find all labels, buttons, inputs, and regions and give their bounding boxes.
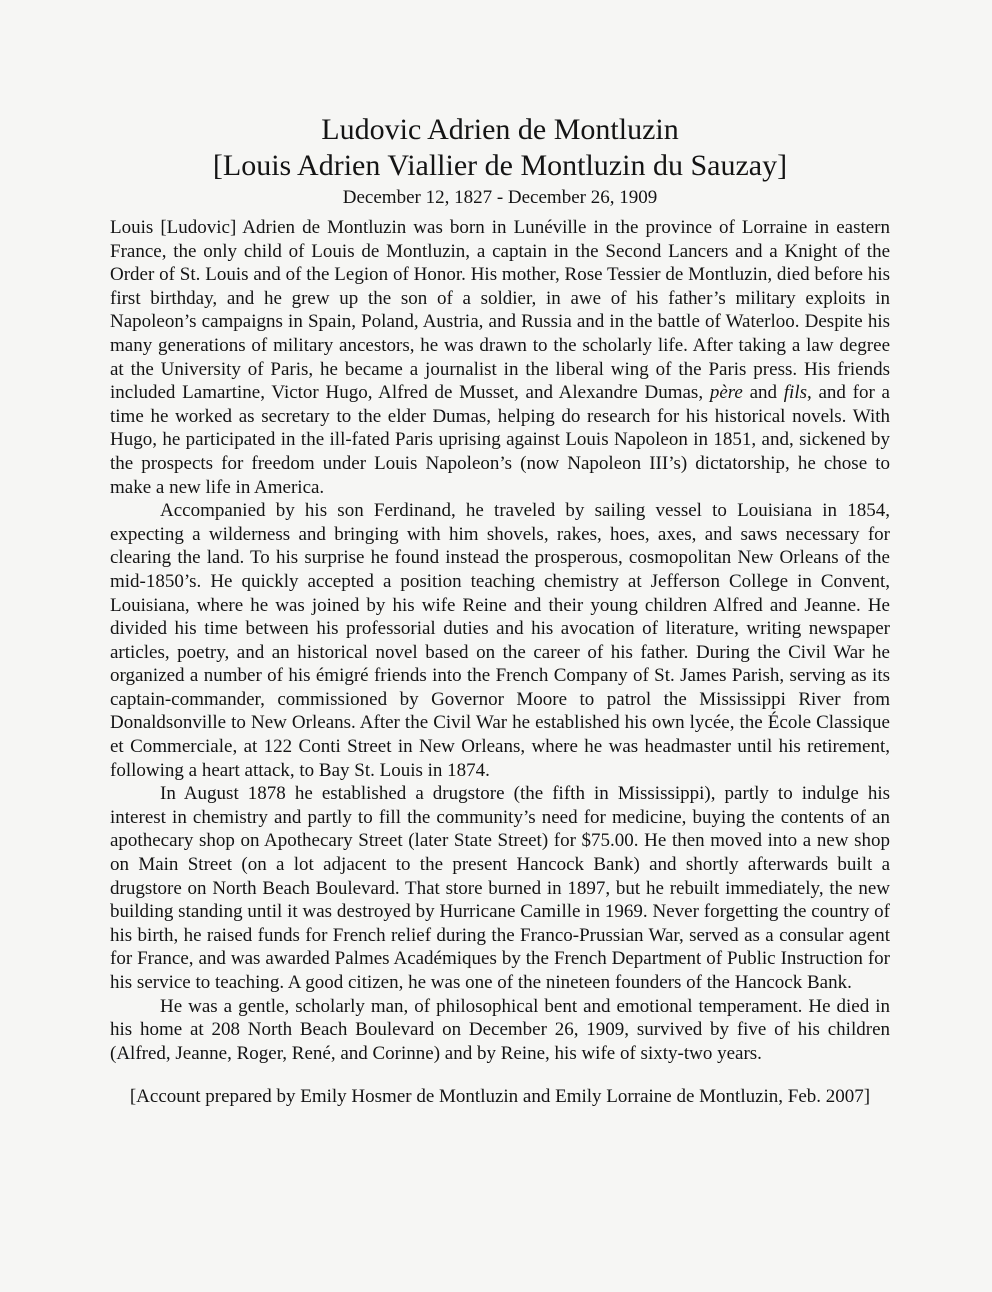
document-page: [110, 112, 890, 1109]
paragraph-early-life-part2: and: [742, 382, 784, 404]
document-title: Ludovic Adrien de Montluzin: [321, 113, 679, 146]
paragraph-louisiana: Accompanied by his son Ferdinand, he traveled by sailing vessel to Louisiana in 1854, expecting a wilderness and bringing with him shovels, rakes, hoes, axes, and saws necessary for clearing the land. To his surprise he found instead the prosperous, cosmopolitan New Orleans of the mid-1850’s. He quickly accepted a position teaching chemistry at Jefferson College in Convent, Louisiana, where he was joined by his wife Reine and their young children Alfred and Jeanne. He divided his time between his professorial duties and his avocation of literature, writing newspaper articles, poetry, and an historical novel based on the career of his father. During the Civil War he organized a number of his émigré friends into the French Company of St. James Parish, serving as its captain-commander, commissioned by Governor Moore to patrol the Mississippi River from Donaldsonville to New Orleans. After the Civil War he established his own lycée, the École Classique et Commerciale, at 122 Conti Street in New Orleans, where he was headmaster until his retirement, following a heart attack, to Bay St. Louis in 1874.: [110, 500, 890, 781]
life-dates: December 12, 1827 - December 26, 1909: [342, 187, 658, 208]
paragraph-early-life: [110, 216, 890, 499]
paragraph-drugstore: In August 1878 he established a drugstore (the fifth in Mississippi), partly to indulge his interest in chemistry and partly to fill the community’s need for medicine, buying the contents of an apothecary shop on Apothecary Street (later State Street) for $75.00. He then moved into a new shop on Main Street (on a lot adjacent to the present Hancock Bank) and shortly afterwards built a drugstore on North Beach Boulevard. That store burned in 1897, but he rebuilt immediately, the new building standing until it was destroyed by Hurricane Camille in 1969. Never forgetting the country of his birth, he raised funds for French relief during the Franco-Prussian War, served as a consular agent for France, and was awarded Palmes Académiques by the French Department of Public Instruction for his service to teaching. A good citizen, he was one of the nineteen founders of the Hancock Bank.: [110, 783, 890, 993]
italic-pere: père: [709, 382, 743, 404]
paragraph-early-life-part1: Louis [Ludovic] Adrien de Montluzin was born in Lunéville in the province of Lorraine in eastern France, the only child of Louis de Montluzin, a captain in the Second Lancers and a Knight of the Order of St. Louis and of the Legion of Honor. His mother, Rose Tessier de Montluzin, died before his first birthday, and he grew up the son of a soldier, in awe of his father’s military exploits in Napoleon’s campaigns in Spain, Poland, Austria, and Russia and in the battle of Waterloo. Despite his many generations of military ancestors, he was drawn to the scholarly life. After taking a law degree at the University of Paris, he became a journalist in the liberal wing of the Paris press. His friends included Lamartine, Victor Hugo, Alfred de Musset, and Alexandre Dumas,: [110, 217, 890, 404]
paragraph-death: He was a gentle, scholarly man, of philosophical bent and emotional temperament. He died in his home at 208 North Beach Boulevard on December 26, 1909, survived by five of his children (Alfred, Jeanne, Roger, René, and Corinne) and by Reine, his wife of sixty-two years.: [110, 995, 890, 1064]
account-credit: [Account prepared by Emily Hosmer de Montluzin and Emily Lorraine de Montluzin, Feb. 2007]: [129, 1086, 871, 1108]
italic-fils: fils: [783, 382, 808, 404]
document-alt-name: [Louis Adrien Viallier de Montluzin du Sauzay]: [212, 149, 788, 182]
paragraph-early-life-part3: , and for a time he worked as secretary to the elder Dumas, helping do research for his historical novels. With Hugo, he participated in the ill-fated Paris uprising against Louis Napoleon in 1851, and, sickened by the prospects for freedom under Louis Napoleon’s (now Napoleon III’s) dictatorship, he chose to make a new life in America.: [110, 382, 890, 498]
